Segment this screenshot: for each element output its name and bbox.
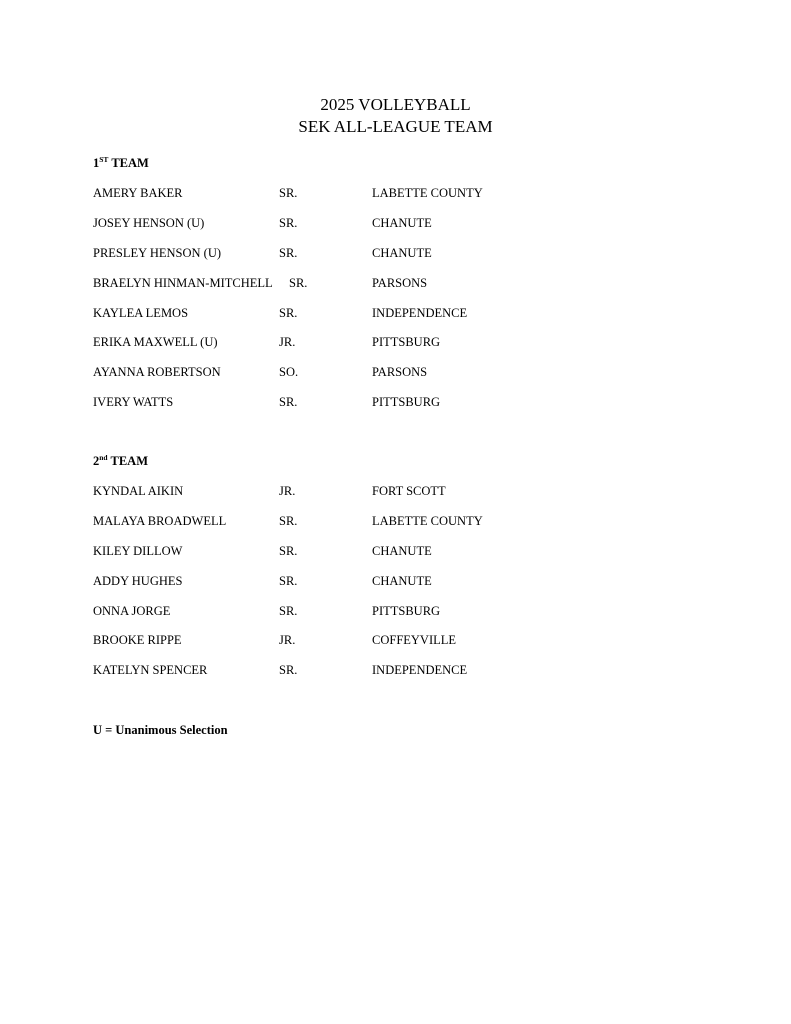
title-line-2: SEK ALL-LEAGUE TEAM [298, 117, 493, 136]
player-class: SR. [279, 186, 298, 200]
player-row [0, 275, 791, 305]
player-school: PARSONS [372, 365, 428, 380]
second-team-roster [0, 483, 791, 692]
player-name: ERIKA MAXWELL (U) [93, 335, 218, 350]
unanimous-selection-footnote: U = Unanimous Selection [93, 723, 228, 737]
player-row [0, 632, 791, 662]
player-class: SR. [279, 573, 298, 588]
player-row [0, 364, 791, 394]
player-row [0, 483, 791, 513]
player-row [0, 305, 791, 335]
first-team-heading [93, 155, 149, 171]
player-school: COFFEYVILLE [372, 633, 457, 648]
player-class: SR. [279, 395, 298, 410]
player-class: SR. [279, 245, 298, 260]
player-row [0, 513, 791, 543]
player-row [0, 215, 791, 245]
player-school: FORT SCOTT [372, 484, 446, 498]
player-row [0, 573, 791, 603]
player-school: CHANUTE [372, 245, 432, 260]
player-school: LABETTE COUNTY [372, 513, 483, 528]
player-name: KYNDAL AIKIN [93, 484, 184, 498]
player-name: BRAELYN HINMAN-MITCHELL [93, 275, 273, 290]
player-name: IVERY WATTS [93, 395, 174, 410]
player-school: INDEPENDENCE [372, 305, 468, 320]
player-school: CHANUTE [372, 543, 432, 558]
player-row [0, 334, 791, 364]
player-row [0, 185, 791, 215]
first-team-heading-suffix: ST [99, 155, 109, 164]
player-name: AYANNA ROBERTSON [93, 365, 221, 380]
player-school: PITTSBURG [372, 395, 441, 410]
player-name: BROOKE RIPPE [93, 633, 182, 648]
player-school: CHANUTE [372, 215, 432, 230]
player-name: ONNA JORGE [93, 603, 171, 618]
player-school: PITTSBURG [372, 603, 441, 618]
player-class: SR. [289, 275, 308, 290]
player-class: SR. [279, 663, 298, 678]
second-team-heading-suffix: nd [99, 453, 108, 462]
document-title [0, 94, 791, 138]
player-row [0, 245, 791, 275]
player-name: MALAYA BROADWELL [93, 513, 227, 528]
player-name: AMERY BAKER [93, 186, 183, 200]
player-school: INDEPENDENCE [372, 663, 468, 678]
player-school: PARSONS [372, 275, 428, 290]
player-school: LABETTE COUNTY [372, 186, 483, 200]
first-team-roster [0, 185, 791, 424]
player-name: KAYLEA LEMOS [93, 305, 189, 320]
player-class: SR. [279, 603, 298, 618]
player-row [0, 543, 791, 573]
first-team-heading-number: 1 [93, 156, 100, 170]
player-row [0, 394, 791, 424]
player-name: JOSEY HENSON (U) [93, 215, 205, 230]
player-class: SO. [279, 365, 299, 380]
player-name: PRESLEY HENSON (U) [93, 245, 222, 260]
player-school: CHANUTE [372, 573, 432, 588]
second-team-heading-text: TEAM [107, 454, 148, 468]
title-line-1: 2025 VOLLEYBALL [320, 95, 471, 114]
player-class: JR. [279, 633, 296, 648]
player-class: JR. [279, 335, 296, 350]
player-name: KILEY DILLOW [93, 543, 183, 558]
player-class: JR. [279, 484, 296, 498]
player-row [0, 603, 791, 633]
player-name: KATELYN SPENCER [93, 663, 208, 678]
second-team-heading [93, 453, 148, 469]
player-class: SR. [279, 215, 298, 230]
first-team-heading-text: TEAM [108, 156, 149, 170]
player-name: ADDY HUGHES [93, 573, 183, 588]
second-team-heading-number: 2 [93, 454, 100, 468]
player-school: PITTSBURG [372, 335, 441, 350]
player-row [0, 662, 791, 692]
player-class: SR. [279, 305, 298, 320]
player-class: SR. [279, 543, 298, 558]
player-class: SR. [279, 513, 298, 528]
